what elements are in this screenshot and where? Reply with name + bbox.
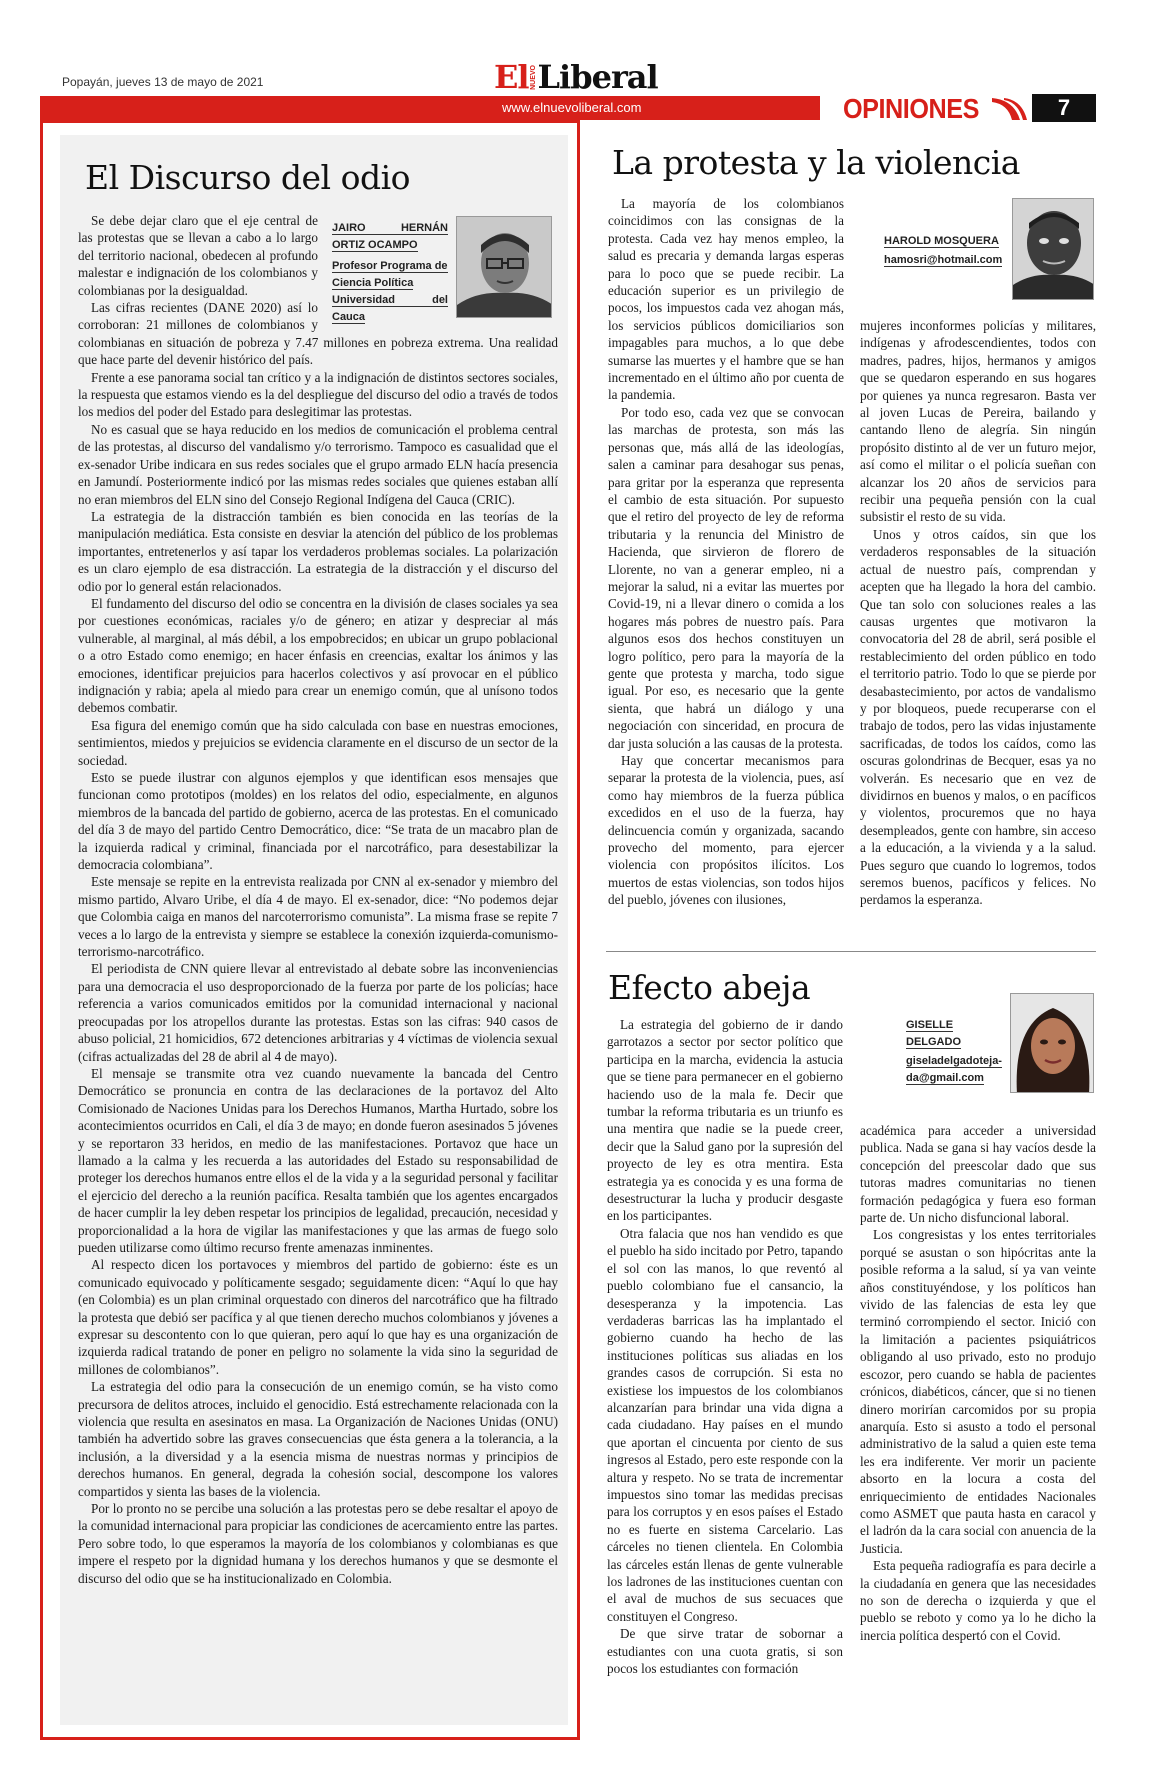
- article-paragraph: La estrategia del gobierno de ir dando garrotazos a sector por sector político que participa en la marcha, evidencia la astucia que se tiene para permanecer en el gobierno haciendo uso de la mala fe. Decir que tumbar la reforma tributaria es un triunfo es una mentira que nadie se la puede creer, decir que la Salud gano por la supresión del proyecto de ley es otra mentira. Esta estrategia ya es conocida y es una forma de desestructurar la lucha y producir desgaste en los participantes.: [607, 1017, 843, 1224]
- author-email-protesta[interactable]: hamosri@hotmail.com: [884, 254, 1003, 266]
- author-name-abeja: GISELLE DELGADO: [906, 1019, 961, 1048]
- logo-liberal: Liberal: [537, 58, 658, 96]
- article-body-odio: [78, 212, 558, 1587]
- article-title-odio: El Discurso del odio: [85, 158, 410, 197]
- article-paragraph: académica para acceder a universidad publica. Nada se gana si hay vacíos desde la concepción del preescolar dado que sus tutoras madres comunitarias no tienen formación pedagógica y fuera eso forman parte de. Un nicho disfuncional laboral.: [860, 1123, 1096, 1226]
- article-body-abeja-col1: [607, 1016, 843, 1677]
- section-swoosh-icon: [990, 96, 1028, 122]
- article-paragraph: De que sirve tratar de sobornar a estudiantes con una cuota gratis, si son pocos los estudiantes con formación: [607, 1626, 843, 1677]
- logo-nuevo: NUEVO: [529, 65, 537, 90]
- article-divider: [606, 951, 1096, 952]
- article-paragraph: El fundamento del discurso del odio se concentra en la división de clases sociales ya sea por cuestiones económicas, raciales y/o de género; en atizar y despreciar al más vulnerable, al marginal, al más débil, a los empobrecidos; en ubicar un grupo poblacional o a otro Estado como enemigo; en hacer énfasis en creencias, exaltar los ánimos y las emociones, identificar prejuicios para hacerlos colectivos y así provocar en el público indignación y rabia; apela al miedo para crear un enemigo común, que al unísono todos debemos combatir.: [78, 595, 558, 716]
- article-paragraph: Otra falacia que nos han vendido es que el pueblo ha sido incitado por Petro, tapando el sol con las manos, lo que reventó al pueblo colombiano fue el cansancio, la desesperanza y la impotencia. Las verdaderas barricas las ha implantado el gobierno cuando ha hecho de las instituciones políticas sus aliadas en los grandes casos de corrupción. Si esta no existiese los impuestos de los colombianos alcanzarían para brindar una vida digna a cada ciudadano. Hay países en el mundo que aportan el cincuenta por ciento de sus ingresos al Estado, pero este responde con la altura y respeto. No se trata de incrementar impuestos sino tomar las medidas precisas para los corruptos y en esos países el Estado no es fuerte en sistema Carcelario. Las cárceles no tienen clientela. En Colombia las cárceles están llenas de gente vulnerable los ladrones de las instituciones cuentan con el aval de muchos de sus secuaces que constituyen el Congreso.: [607, 1225, 843, 1624]
- page-number: 7: [1032, 94, 1096, 122]
- author-name-odio: JAIRO HERNÁN ORTIZ OCAMPO: [332, 222, 448, 251]
- byline-abeja: [906, 1017, 1006, 1087]
- article-paragraph: Esa figura del enemigo común que ha sido calculada con base en nuestras emociones, sentimientos, miedos y prejuicios se evidencia claramente en el discurso de un sector de la sociedad.: [78, 717, 558, 768]
- article-paragraph: Se debe dejar claro que el eje central de las protestas que se llevan a cabo a lo largo del territorio nacional, obedecen al profundo malestar e indignación de los colombianos y colombianas por la desigualdad.: [78, 213, 318, 298]
- article-paragraph: El mensaje se transmite otra vez cuando nuevamente la bancada del Centro Democrático se pronuncia en contra de las declaraciones de la portavoz del Alto Comisionado de Naciones Unidas para los Derechos Humanos, Martha Hurtado, sobre los acontecimientos ocurridos en Cali, el día 3 de mayo; en donde fueron asesinados 5 jóvenes y se reportaron 33 heridos, en medio de las manifestaciones. Portavoz que hace un llamado a la calma y les recuerda a las autoridades del Estado su responsabilidad de proteger los derechos humanos entre ellos el de la vida y a la seguridad personal y facilitar el ejercicio del derecho a la reunión pacífica. Resalta también que los agentes encargados de hacer cumplir la ley deben respetar los principios de legalidad, precaución, necesidad y proporcionalidad a la hora de vigilar las manifestaciones y que las armas de fuego solo pueden utilizarse como último recurso frente amenazas inminentes.: [78, 1065, 558, 1255]
- author-photo-protesta: [1012, 198, 1094, 300]
- article-title-protesta: La protesta y la violencia: [612, 143, 1020, 182]
- article-paragraph: La estrategia del odio para la consecución de un enemigo común, se ha visto como precursora de delitos atroces, incluido el genocidio. Está estrechamente relacionada con la violencia que resulta en asesinatos en masa. La Organización de Naciones Unidas (ONU) también ha advertido sobre las graves consecuencias que ésta genera a la tolerancia, a la inclusión, a la diversidad y a la esencia misma de nuestras normas y principios de derechos humanos. En general, degrada la cohesión social, descompone los valores compartidos y sienta las bases de la violencia.: [78, 1379, 558, 1499]
- article-paragraph: Esto se puede ilustrar con algunos ejemplos y que identifican esos mensajes que funcionan como prototipos (moldes) en los relatos del odio, especialmente, en algunos miembros de la bancada del partido de gobierno, acerca de las protestas. En el comunicado del día 3 de mayo del partido Centro Democrático, dice: “Se trata de un macabro plan de la izquierda radical y criminal, financiada por el narcotráfico, para desestabilizar la democracia colombiana”.: [78, 770, 558, 873]
- article-paragraph: La mayoría de los colombianos coincidimos con las consignas de la protesta. Cada vez hay menos empleo, la salud es precaria y demanda largas esperas para lo poco que se puede recibir. La educación superior es un privilegio de pocos, los impuestos cada vez ahogan más, los servicios públicos domiciliarios son impagables para muchos, a lo que debe sumarse las muertes y el hambre que se han incrementado en el último año por cuenta de la pandemia.: [608, 196, 844, 403]
- byline-odio: [332, 220, 448, 326]
- article-paragraph: Esta pequeña radiografía es para decirle a la ciudadanía en genera que las necesidades no son de derecha o izquierda y que el pueblo se reboto y como ya lo he dicho la inercia política despertó con el Covid.: [860, 1558, 1096, 1643]
- byline-protesta: [884, 233, 1004, 269]
- author-photo-abeja: [1010, 993, 1094, 1093]
- newspaper-logo[interactable]: [494, 58, 658, 96]
- issue-date: Popayán, jueves 13 de mayo de 2021: [62, 75, 264, 89]
- author-name-protesta: HAROLD MOSQUERA: [884, 235, 999, 247]
- article-paragraph: Frente a ese panorama social tan crítico y a la indignación de distintos sectores sociales, la respuesta que estamos viendo es la del despliegue del discurso del odio a través de todos los medios del poder del Estado para deslegitimar las protestas.: [78, 369, 558, 420]
- article-paragraph: Este mensaje se repite en la entrevista realizada por CNN al ex-senador y miembro del mismo partido, Alvaro Uribe, el día 4 de mayo. El ex-senador, dice: “No podemos dejar que Colombia caiga en manos del narcoterrorismo comunista”. La misma frase se repite 7 veces a lo largo de la entrevista y siempre se establece la conexión izquierda-comunismo-terrorismo-narcotráfico.: [78, 874, 558, 960]
- author-role-odio: Profesor Programa de Ciencia Política Universidad del Cauca: [332, 260, 448, 323]
- article-paragraph: Al respecto dicen los portavoces y miembros del partido de gobierno: éste es un comunicado equivocado y políticamente sesgado; seguidamente dicen: “Aquí lo que hay (en Colombia) es un plan criminal orquestado con dineros del narcotráfico que ha filtrado la protesta que debió ser pacífica y al que tienen derecho muchos colombianos y jóvenes a expresar su descontento con lo que quieran, pero aquí lo que hay es una organización de izquierda radical tratando de poner en peligro no solamente la vida sino la seguridad de millones de colombianos”.: [78, 1257, 558, 1377]
- article-paragraph: Hay que concertar mecanismos para separar la protesta de la violencia, pues, así como hay miembros de la fuerza pública excedidos en el uso de la fuerza, hay delincuencia común y organizada, sacando provecho del momento, para ejercer violencia con propósitos ilícitos. Los muertos de estas violencias, son todos hijos del pueblo, jóvenes con ilusiones,: [608, 753, 844, 908]
- article-paragraph: Por lo pronto no se percibe una solución a las protestas pero se debe resaltar el apoyo de la comunidad internacional para propiciar las condiciones de acercamiento entre las partes. Pero sobre todo, lo que esperamos la mayoría de los colombianos y colombianas es que impere el respeto por la dignidad humana y los derechos humanos y que se desmonte el discurso del odio que se ha institucionalizado en Colombia.: [78, 1501, 558, 1586]
- article-paragraph: Las cifras recientes (DANE 2020) así lo corroboran: 21 millones de colombianos y colombianas en situación de pobreza y 7.47 millones en pobreza extrema. Una realidad que hace parte del devenir histórico del país.: [78, 300, 558, 368]
- header-red-bar: [40, 96, 820, 120]
- article-paragraph: La estrategia de la distracción también es bien conocida en las teorías de la manipulación mediática. Esta consiste en desviar la atención del público de los problemas importantes, entretenerlos y así tapar los verdaderos problemas sociales. La polarización es un claro ejemplo de esa distracción. La estrategia de la distracción y el discurso del odio por lo general están relacionados.: [78, 508, 558, 594]
- author-box-odio: [332, 214, 558, 322]
- author-photo-odio: [456, 216, 552, 318]
- article-body-abeja-col2: [860, 1122, 1096, 1644]
- article-paragraph: Los congresistas y los entes territoriales porqué se asustan o son hipócritas ante la posible reforma a la salud, sí ya van veinte años constituyéndose, y los políticos han vivido de las falencias de esta ley que terminó corrompiendo el sector. Inició con la limitación a pacientes psiquiátricos obligando al uso privado, esto no produjo escozor, pero cuando se habla de pacientes crónicos, diabéticos, cáncer, que si no tienen dinero morirían carcomidos por su propia anarquía. Esto si asusto a todo el personal administrativo de la salud a quien este tema les era indiferente. Ver morir un paciente absorto en la locura a costa del enriquecimiento de entidades Nacionales como ASMET que pauta hasta en caracol y el ladrón da la cara social con anuencia de la Justicia.: [860, 1227, 1096, 1556]
- article-paragraph: Por todo eso, cada vez que se convocan las marchas de protesta, son más las personas que, más allá de las ideologías, salen a caminar para desahogar sus penas, para gritar por la esperanza que representa el cambio de esta situación. Por supuesto que el retiro del proyecto de ley de reforma tributaria y la renuncia del Ministro de Hacienda, que sirvieron de florero de Llorente, no van a generar empleo, ni a mejorar la salud, ni a evitar las muertes por Covid-19, ni a llevar dinero o comida a los hogares más pobres de nuestro país. Para algunos esos dos hechos constituyen un logro político, pero para la mayoría de la gente que protesta y marcha, todo sigue igual. Por eso, es necesario que la gente sienta, que habrá un diálogo y una negociación con sinceridad, en procura de dar justa solución a las causas de la protesta.: [608, 404, 844, 751]
- author-email-abeja[interactable]: giseladelgadoteja- da@gmail.com: [906, 1055, 1002, 1084]
- logo-el: El: [494, 58, 529, 96]
- website-url[interactable]: www.elnuevoliberal.com: [502, 100, 642, 115]
- article-paragraph: Unos y otros caídos, sin que los verdaderos responsables de la situación actual de nuestro país, comprendan y acepten que ha llegado la hora del cambio. Que tan solo con soluciones reales a las causas urgentes que motivaron la convocatoria del 28 de abril, será posible el restablecimiento del orden público en todo el territorio patrio. Todo lo que se pierde por desabastecimiento, por actos de vandalismo y por bloqueos, puede recuperarse con el trabajo de todos, pero las vidas injustamente sacrificadas, de todos los caídos, como las oscuras golondrinas de Becquer, esas ya no volverán. Es necesario que en vez de dividirnos en buenos y malos, o en pacíficos y violentos, procuremos que no haya desempleados, gente con hambre, sin acceso a la educación, a la vivienda y a la salud. Pues seguro que cuando lo logremos, todos seremos buenos, pacíficos y felices. No perdamos la esperanza.: [860, 526, 1096, 908]
- article-paragraph: No es casual que se haya reducido en los medios de comunicación el problema central de las protestas, al discurso del vandalismo y/o terrorismo. Tampoco es casualidad que el ex-senador Uribe indicara en sus redes sociales que el grupo armado ELN hacía presencia en Jamundí. Posteriormente indicó por las mismas redes sociales que quienes estaban allí no eran miembros del ELN sino del Consejo Regional Indígena del Cauca (CRIC).: [78, 421, 558, 507]
- article-body-protesta-col1: [608, 195, 844, 909]
- article-body-protesta-col2: [860, 317, 1096, 909]
- article-title-abeja: Efecto abeja: [608, 968, 811, 1007]
- paragraph-list-odio: [78, 212, 558, 1587]
- article-paragraph: mujeres inconformes policías y militares, indígenas y afrodescendientes, todos con madres, padres, hijos, hermanos y amigos que se quedaron esperando en sus hogares por quienes ya nunca regresaron. Basta ver al joven Lucas de Pereira, bailando y cantando lleno de alegría. Sin ningún propósito distinto al de ver un futuro mejor, así como el militar o el policía sueñan con alcanzar los 20 años de servicios para recibir una pequeña pensión con la cual subsistir el resto de su vida.: [860, 318, 1096, 525]
- section-title: OPINIONES: [843, 93, 979, 124]
- article-paragraph: El periodista de CNN quiere llevar al entrevistado al debate sobre las inconveniencias para una democracia el uso desproporcionado de la fuerza por parte de los policías; hace referencia a varios comunicados emitidos por la comunidad internacional y nacional preocupadas por los atropellos durante las protestas. Estas son las cifras: 940 casos de abuso policial, 21 homicidios, 672 detenciones arbitrarias y 4 víctimas de violencia sexual (cifras actualizadas del 28 de abril al 4 de mayo).: [78, 961, 558, 1064]
